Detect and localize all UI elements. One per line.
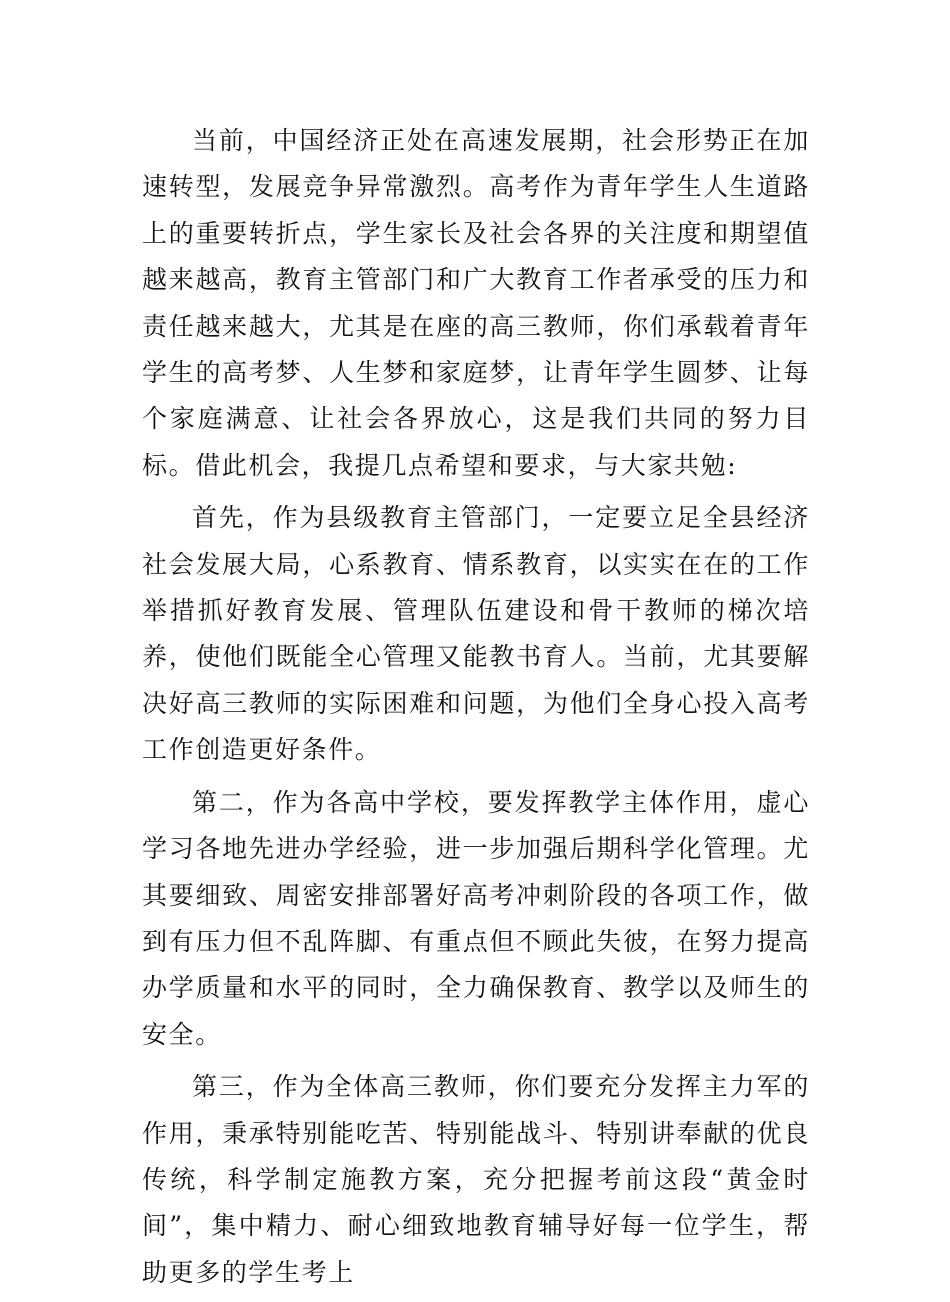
paragraph-first-point: 首先，作为县级教育主管部门，一定要立足全县经济社会发展大局，心系教育、情系教育，以实实在在的工作举措抓好教育发展、管理队伍建设和骨干教师的梯次培养，使他们既能全心管理又能教书育人。当前，尤其要解决好高三教师的实际困难和问题，为他们全身心投入高考工作创造更好条件。 [142,503,810,765]
paragraph-third-point: 第三，作为全体高三教师，你们要充分发挥主力军的作用，秉承特别能吃苦、特别能战斗、特别讲奉献的优良传统，科学制定施教方案，充分把握考前这段“黄金时间”，集中精力、耐心细致地教育辅导好每一位学生，帮助更多的学生考上 [142,1072,810,1287]
paragraph-intro: 当前，中国经济正处在高速发展期，社会形势正在加速转型，发展竞争异常激烈。高考作为青年学生人生道路上的重要转折点，学生家长及社会各界的关注度和期望值越来越高，教育主管部门和广大教育工作者承受的压力和责任越来越大，尤其是在座的高三教师，你们承载着青年学生的高考梦、人生梦和家庭梦，让青年学生圆梦、让每个家庭满意、让社会各界放心，这是我们共同的努力目标。借此机会，我提几点希望和要求，与大家共勉: [142,126,810,480]
paragraph-second-point: 第二，作为各高中学校，要发挥教学主体作用，虚心学习各地先进办学经验，进一步加强后期科学化管理。尤其要细致、周密安排部署好高考冲刺阶段的各项工作，做到有压力但不乱阵脚、有重点但不顾此失彼，在努力提高办学质量和水平的同时，全力确保教育、教学以及师生的安全。 [142,787,810,1049]
document-page [142,118,810,1302]
